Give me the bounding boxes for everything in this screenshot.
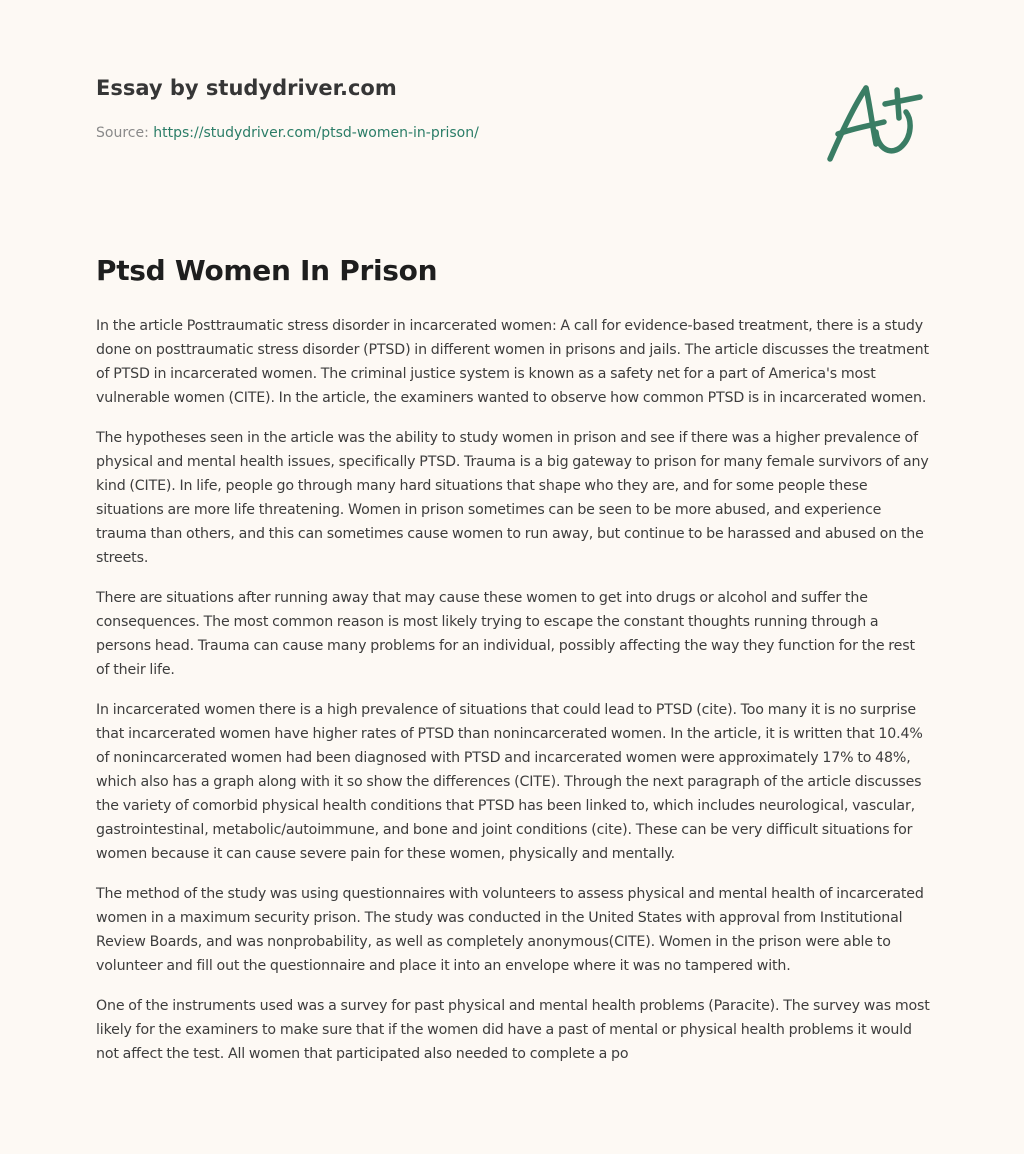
article-paragraph: The method of the study was using questionnaires with volunteers to assess physical and mental health of incarcerated women in a maximum security prison. The study was conducted in the United States with approval from Institutional Review Boards, and was nonprobability, as well as completely anonymous(CITE). Women in the prison were able to volunteer and fill out the questionnaire and place it into an envelope where it was no tampered with. <box>96 886 924 974</box>
article-paragraph: In incarcerated women there is a high prevalence of situations that could lead to PTSD (cite). Too many it is no surprise that incarcerated women have higher rates of PTSD than nonincarcerated women. In the article, it is written that 10.4% of nonincarcerated women had been diagnosed with PTSD and incarcerated women were approximately 17% to 48%, which also has a graph along with it so show the differences (CITE). Through the next paragraph of the article discusses the variety of comorbid physical health conditions that PTSD has been linked to, which includes neurological, vascular, gastrointestinal, metabolic/autoimmune, and bone and joint conditions (cite). These can be very difficult situations for women because it can cause severe pain for these women, physically and mentally. <box>96 702 923 862</box>
brand-title: Essay by studydriver.com <box>96 76 397 100</box>
article-body <box>96 314 932 1082</box>
source-label: Source: <box>96 125 154 141</box>
a-plus-grade-icon <box>818 66 933 166</box>
article-paragraph: In the article Posttraumatic stress disorder in incarcerated women: A call for evidence-based treatment, there is a study done on posttraumatic stress disorder (PTSD) in different women in prisons and jails. The article discusses the treatment of PTSD in incarcerated women. The criminal justice system is known as a safety net for a part of America's most vulnerable women (CITE). In the article, the examiners wanted to observe how common PTSD is in incarcerated women. <box>96 318 929 406</box>
source-link[interactable]: https://studydriver.com/ptsd-women-in-prison/ <box>153 125 479 141</box>
article-title: Ptsd Women In Prison <box>96 254 438 287</box>
article-paragraph: One of the instruments used was a survey for past physical and mental health problems (Paracite). The survey was most likely for the examiners to make sure that if the women did have a past of mental or physical health problems it would not affect the test. All women that participated also needed to complete a po <box>96 998 930 1062</box>
article-paragraph: There are situations after running away that may cause these women to get into drugs or alcohol and suffer the consequences. The most common reason is most likely trying to escape the constant thoughts running through a persons head. Trauma can cause many problems for an individual, possibly affecting the way they function for the rest of their life. <box>96 590 915 678</box>
article-paragraph: The hypotheses seen in the article was the ability to study women in prison and see if there was a higher prevalence of physical and mental health issues, specifically PTSD. Trauma is a big gateway to prison for many female survivors of any kind (CITE). In life, people go through many hard situations that shape who they are, and for some people these situations are more life threatening. Women in prison sometimes can be seen to be more abused, and experience trauma than others, and this can sometimes cause women to run away, but continue to be harassed and abused on the streets. <box>96 430 929 566</box>
essay-header <box>96 76 796 141</box>
source-line <box>96 125 796 141</box>
